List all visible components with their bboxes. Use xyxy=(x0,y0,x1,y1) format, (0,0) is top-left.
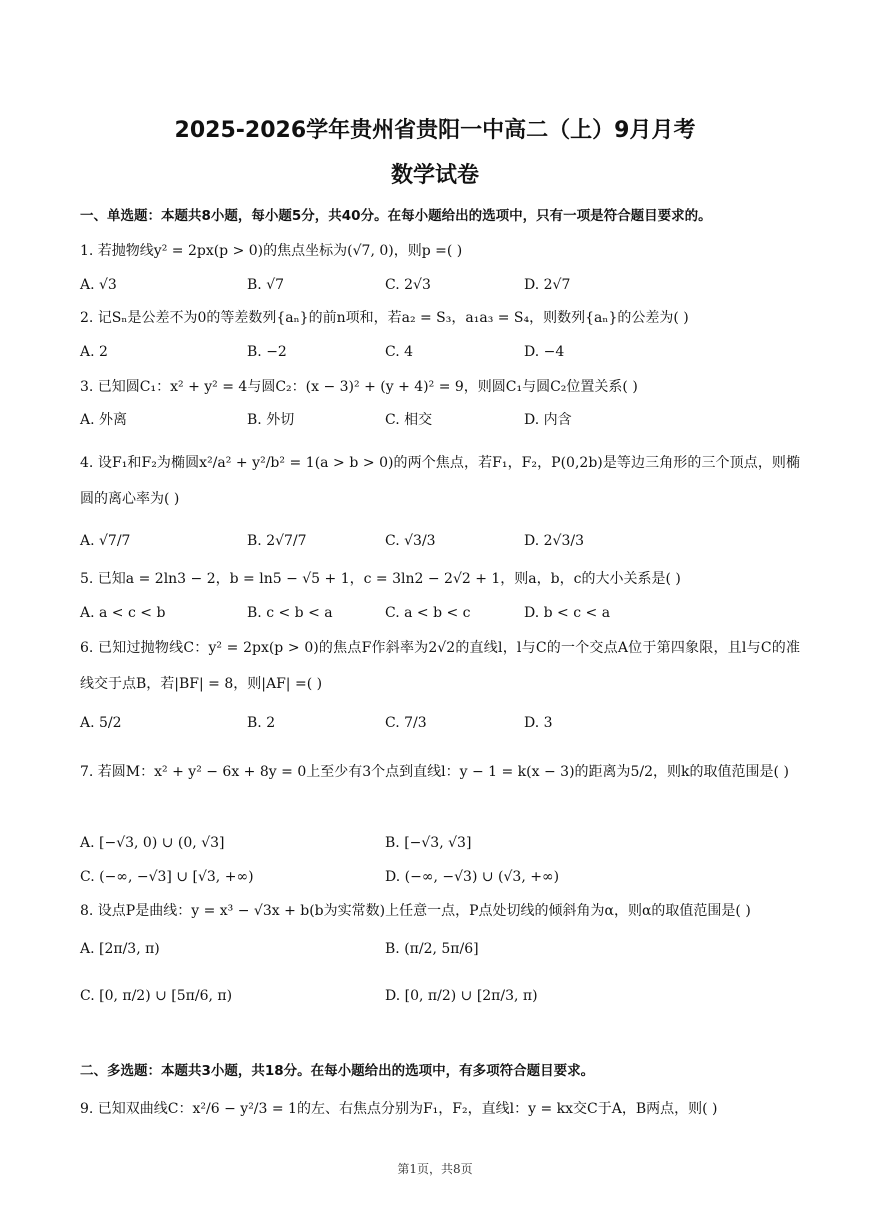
question-stem: 1. 若抛物线y² = 2px(p > 0)的焦点坐标为(√7, 0)，则p =( ) xyxy=(80,243,463,259)
option-c: C. 4 xyxy=(385,344,414,360)
option-d: D. 2√7 xyxy=(524,277,571,293)
question-stem: 8. 设点P是曲线：y = x³ − √3x + b(b为实常数)上任意一点，P点处切线的倾斜角为α，则α的取值范围是( ) xyxy=(80,903,751,919)
option-c: C. (−∞, −√3] ∪ [√3, +∞) xyxy=(80,869,254,885)
exam-subtitle: 数学试卷 xyxy=(390,163,479,188)
option-d: D. 3 xyxy=(524,715,553,731)
option-c: C. 相交 xyxy=(385,412,433,428)
option-a: A. √3 xyxy=(80,277,117,293)
option-c: C. 2√3 xyxy=(385,277,431,293)
option-d: D. b < c < a xyxy=(524,605,611,621)
option-a: A. [−√3, 0) ∪ (0, √3] xyxy=(80,835,225,851)
option-a: A. 2 xyxy=(80,344,108,360)
option-d: D. 内含 xyxy=(524,412,572,428)
option-b: B. −2 xyxy=(247,344,287,360)
question-stem: 5. 已知a = 2ln3 − 2，b = ln5 − √5 + 1，c = 3ln2 − 2√2 + 1，则a，b，c的大小关系是( ) xyxy=(80,571,681,587)
option-a: A. 外离 xyxy=(80,412,128,428)
option-d: D. 2√3/3 xyxy=(524,533,584,549)
option-c: C. [0, π/2) ∪ [5π/6, π) xyxy=(80,988,233,1004)
question-stem: 7. 若圆M：x² + y² − 6x + 8y = 0上至少有3个点到直线l：y − 1 = k(x − 3)的距离为5/2，则k的取值范围是( ) xyxy=(80,764,789,780)
exam-title: 2025-2026学年贵州省贵阳一中高二（上）9月月考 xyxy=(174,118,696,143)
question-stem: 4. 设F₁和F₂为椭圆x²/a² + y²/b² = 1(a > b > 0)的两个焦点，若F₁，F₂，P(0,2b)是等边三角形的三个顶点，则椭圆的离心率为( ) xyxy=(80,455,800,507)
page-footer: 第1页，共8页 xyxy=(397,1162,473,1176)
option-b: B. [−√3, √3] xyxy=(385,835,472,851)
option-d: D. −4 xyxy=(524,344,565,360)
option-d: D. [0, π/2) ∪ [2π/3, π) xyxy=(385,988,538,1004)
question-stem: 9. 已知双曲线C：x²/6 − y²/3 = 1的左、右焦点分别为F₁，F₂，直线l：y = kx交C于A，B两点，则( ) xyxy=(80,1101,718,1117)
option-b: B. 2√7/7 xyxy=(247,533,307,549)
option-b: B. c < b < a xyxy=(247,605,333,621)
option-a: A. √7/7 xyxy=(80,533,131,549)
option-a: A. a < c < b xyxy=(80,605,166,621)
option-a: A. 5/2 xyxy=(80,715,122,731)
question-stem: 2. 记Sₙ是公差不为0的等差数列{aₙ}的前n项和，若a₂ = S₃，a₁a₃ = S₄，则数列{aₙ}的公差为( ) xyxy=(80,310,689,326)
option-c: C. a < b < c xyxy=(385,605,471,621)
option-d: D. (−∞, −√3) ∪ (√3, +∞) xyxy=(385,869,560,885)
option-a: A. [2π/3, π) xyxy=(80,941,160,957)
option-b: B. 外切 xyxy=(247,412,295,428)
option-b: B. (π/2, 5π/6] xyxy=(385,941,479,957)
option-c: C. √3/3 xyxy=(385,533,436,549)
section-heading-single-choice: 一、单选题：本题共8小题，每小题5分，共40分。在每小题给出的选项中，只有一项是符合题目要求的。 xyxy=(80,208,712,224)
option-c: C. 7/3 xyxy=(385,715,427,731)
option-b: B. √7 xyxy=(247,277,285,293)
question-stem: 3. 已知圆C₁：x² + y² = 4与圆C₂：(x − 3)² + (y + 4)² = 9，则圆C₁与圆C₂位置关系( ) xyxy=(80,379,638,395)
section-heading-multi-choice: 二、多选题：本题共3小题，共18分。在每小题给出的选项中，有多项符合题目要求。 xyxy=(80,1063,595,1079)
option-b: B. 2 xyxy=(247,715,276,731)
question-stem: 6. 已知过抛物线C：y² = 2px(p > 0)的焦点F作斜率为2√2的直线l，l与C的一个交点A位于第四象限，且l与C的准线交于点B，若|BF| = 8，则|AF| =( ) xyxy=(80,640,800,692)
